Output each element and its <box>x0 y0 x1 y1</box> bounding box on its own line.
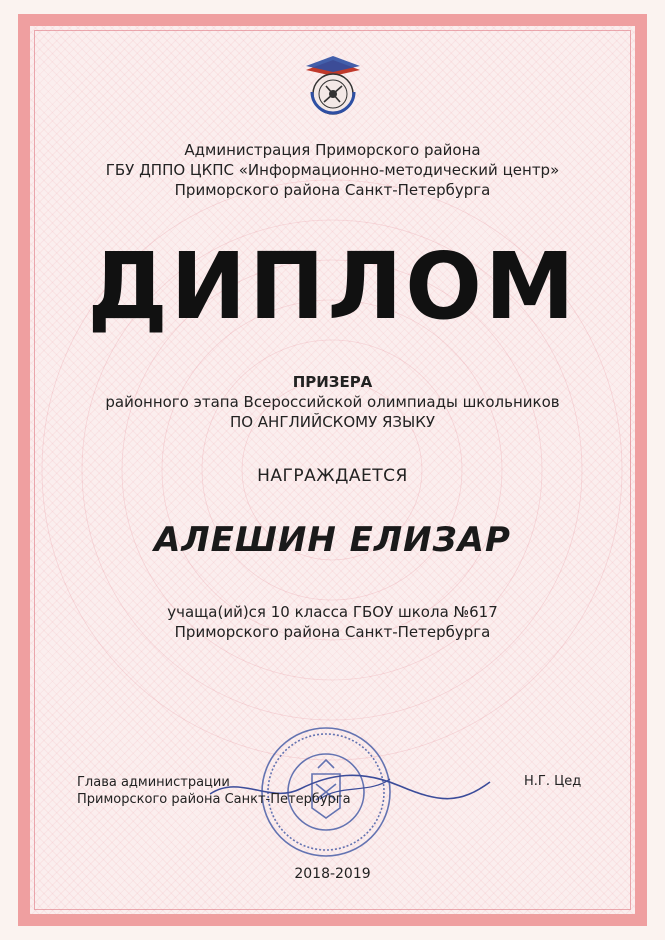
olympiad-emblem-icon <box>298 56 368 120</box>
diploma-title: ДИПЛОМ <box>87 233 578 340</box>
award-description <box>0 372 665 432</box>
signatory-name: Н.Г. Цед <box>524 774 582 789</box>
signatory-position <box>77 774 351 808</box>
granted-label: НАГРАЖДАЕТСЯ <box>257 466 408 486</box>
header-line-2: ГБУ ДППО ЦКПС «Информационно-методический центр» <box>105 161 560 179</box>
recipient-name: АЛЕШИН ЕЛИЗАР <box>154 520 511 560</box>
signatory-position-line-2: Приморского района Санкт-Петербурга <box>77 792 351 807</box>
organizer-header <box>0 140 665 200</box>
award-event: районного этапа Всероссийской олимпиады школьников <box>105 393 560 411</box>
signatory-position-line-1: Глава администрации <box>77 775 230 790</box>
award-status: ПРИЗЕРА <box>292 373 373 391</box>
header-line-3: Приморского района Санкт-Петербурга <box>174 181 491 199</box>
student-info <box>0 602 665 642</box>
student-district: Приморского района Санкт-Петербурга <box>174 623 491 641</box>
student-class-school: учаща(ий)ся 10 класса ГБОУ школа №617 <box>167 603 498 621</box>
award-subject: ПО АНГЛИЙСКОМУ ЯЗЫКУ <box>229 413 436 431</box>
header-line-1: Администрация Приморского района <box>184 141 481 159</box>
academic-year: 2018-2019 <box>294 866 371 882</box>
